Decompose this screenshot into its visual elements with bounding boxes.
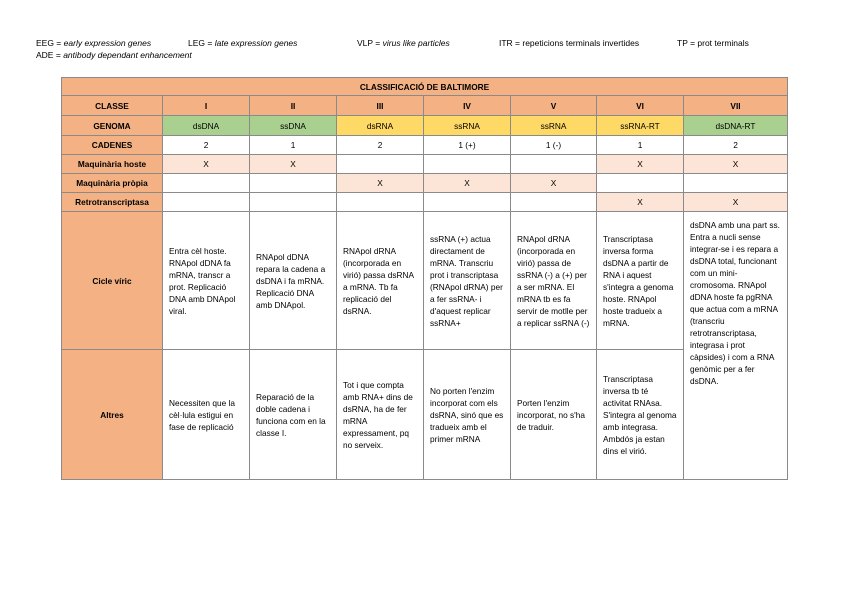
legend-ade: ADE = antibody dependant enhancement [36, 50, 192, 60]
propia-cell [163, 174, 250, 193]
hoste-cell: X [597, 155, 684, 174]
genome-cell: ssRNA [424, 116, 511, 136]
cadenes-cell: 1 [597, 136, 684, 155]
hoste-label: Maquinària hoste [62, 155, 163, 174]
cicle-cell: RNApol dRNA (incorporada en virió) passa dsRNA a mRNA. Tb fa replicació del dsRNA. [337, 212, 424, 350]
cadenes-cell: 1 [250, 136, 337, 155]
baltimore-table [61, 77, 788, 480]
cicle-cell: Transcriptasa inversa forma dsDNA a partir de RNA i aquest s'integra a genoma hoste. RNApol hoste tradueix a mRNA. [597, 212, 684, 350]
cadenes-cell: 1 (+) [424, 136, 511, 155]
retro-cell [250, 193, 337, 212]
propia-label: Maquinària pròpia [62, 174, 163, 193]
legend-tp: TP = prot terminals [677, 38, 749, 48]
hoste-cell: X [250, 155, 337, 174]
class-header: V [511, 96, 597, 116]
genome-cell: dsDNA-RT [684, 116, 788, 136]
genome-cell: dsRNA [337, 116, 424, 136]
altres-cell: Reparació de la doble cadena i funciona com en la classe I. [250, 350, 337, 480]
legend-leg: LEG = late expression genes [188, 38, 298, 48]
propia-cell: X [424, 174, 511, 193]
hoste-cell [511, 155, 597, 174]
retro-label: Retrotranscriptasa [62, 193, 163, 212]
cadenes-label: CADENES [62, 136, 163, 155]
legend-line-2 [36, 50, 192, 61]
cicle-label: Cicle víric [62, 212, 163, 350]
classe-label: CLASSE [62, 96, 163, 116]
table-title: CLASSIFICACIÓ DE BALTIMORE [62, 78, 788, 96]
altres-cell: Transcriptasa inversa tb té activitat RNAsa. S'integra al genoma amb integrasa. Ambdós ja estan dins el virió. [597, 350, 684, 480]
genome-cell: ssRNA [511, 116, 597, 136]
class-header: II [250, 96, 337, 116]
class-header: III [337, 96, 424, 116]
altres-cell: No porten l'enzim incorporat com els dsRNA, sinó que es tradueix amb el primer mRNA [424, 350, 511, 480]
altres-cell: Porten l'enzim incorporat, no s'ha de traduir. [511, 350, 597, 480]
class-header: VII [684, 96, 788, 116]
class-header: VI [597, 96, 684, 116]
genoma-label: GENOMA [62, 116, 163, 136]
cadenes-cell: 2 [163, 136, 250, 155]
legend-vlp: VLP = virus like particles [357, 38, 450, 48]
cicle-cell: RNApol dDNA repara la cadena a dsDNA i fa mRNA. Replicació DNA amb DNApol. [250, 212, 337, 350]
retro-cell [337, 193, 424, 212]
retro-cell [424, 193, 511, 212]
hoste-cell [337, 155, 424, 174]
hoste-cell [424, 155, 511, 174]
retro-cell: X [684, 193, 788, 212]
propia-cell [250, 174, 337, 193]
genome-cell: ssDNA [250, 116, 337, 136]
altres-label: Altres [62, 350, 163, 480]
hoste-cell: X [163, 155, 250, 174]
retro-cell [511, 193, 597, 212]
class-header: I [163, 96, 250, 116]
altres-cell: Necessiten que la cèl·lula estigui en fase de replicació [163, 350, 250, 480]
cicle-cell: ssRNA (+) actua directament de mRNA. Transcriu prot i transcriptasa (RNApol dRNA) per a fer ssRNA- i d'aquest replicar ssRNA+ [424, 212, 511, 350]
propia-cell [684, 174, 788, 193]
cadenes-cell: 2 [684, 136, 788, 155]
cadenes-cell: 1 (-) [511, 136, 597, 155]
propia-cell [597, 174, 684, 193]
cicle-cell-vii: dsDNA amb una part ss. Entra a nucli sense integrar-se i es repara a dsDNA total, funcionant com un mini-cromosoma. RNApol dDNA hoste fa pgRNA que actua com a mRNA (transcriu retrotranscriptasa, integrasa i prot càpsides) i com a RNA genòmic per a fer dsDNA. [684, 212, 788, 480]
altres-cell: Tot i que compta amb RNA+ dins de dsRNA, ha de fer mRNA expressament, pq no serveix. [337, 350, 424, 480]
class-header: IV [424, 96, 511, 116]
propia-cell: X [511, 174, 597, 193]
retro-cell: X [597, 193, 684, 212]
cicle-cell: RNApol dRNA (incorporada en virió) passa de ssRNA (-) a (+) per a ser mRNA. El mRNA tb es fa servir de motlle per a replicar ssRNA (-) [511, 212, 597, 350]
hoste-cell: X [684, 155, 788, 174]
legend-eeg: EEG = early expression genes [36, 38, 152, 48]
retro-cell [163, 193, 250, 212]
cicle-cell: Entra cèl hoste. RNApol dDNA fa mRNA, transcr a prot. Replicació DNA amb DNApol viral. [163, 212, 250, 350]
legend-itr: ITR = repeticions terminals invertides [499, 38, 640, 48]
genome-cell: ssRNA-RT [597, 116, 684, 136]
cadenes-cell: 2 [337, 136, 424, 155]
genome-cell: dsDNA [163, 116, 250, 136]
propia-cell: X [337, 174, 424, 193]
